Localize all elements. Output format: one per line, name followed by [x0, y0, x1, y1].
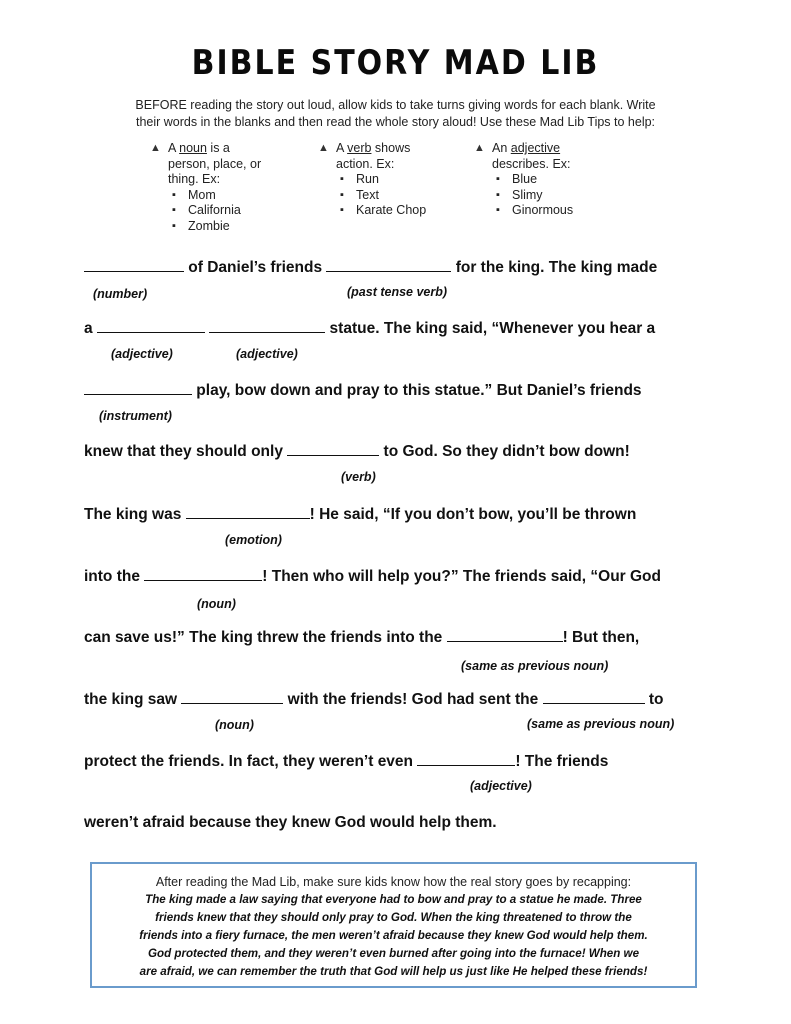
tip-noun: [150, 141, 261, 234]
list-item: ▪ California: [168, 203, 261, 219]
recap-line: The king made a law saying that everyone had to bow and pray to a statue he made. Three: [145, 893, 642, 906]
hint-adjective-2: (adjective): [236, 347, 298, 361]
tip-verb-line2: action. Ex:: [336, 156, 395, 171]
hint-same-noun-1: (same as previous noun): [461, 659, 609, 673]
story-text: ! But then,: [562, 629, 640, 646]
tip-noun-term: noun: [179, 141, 207, 155]
hint-emotion: (emotion): [225, 533, 282, 547]
story-line-7: [84, 628, 639, 647]
hint-noun-1: (noun): [197, 597, 236, 611]
story-text: can save us!” The king threw the friends into the: [84, 629, 447, 646]
story-text: ! He said, “If you don’t bow, you’ll be thrown: [309, 506, 637, 523]
recap-line: friends knew that they should only pray to God. When the king threatened to throw the: [155, 911, 632, 924]
blank-adjective-3[interactable]: [417, 752, 515, 766]
story-text: ! Then who will help you?” The friends said, “Our God: [262, 568, 661, 585]
list-item: ▪ Blue: [492, 172, 573, 188]
story-line-4: [84, 442, 630, 461]
list-item: ▪ Karate Chop: [336, 203, 426, 219]
blank-adjective-2[interactable]: [209, 319, 325, 333]
blank-noun-3[interactable]: [181, 690, 283, 704]
flask-icon: ▲: [318, 142, 329, 154]
recap-intro: After reading the Mad Lib, make sure kids know how the real story goes by recapping:: [155, 875, 632, 889]
tip-noun-line2: person, place, or: [168, 156, 262, 171]
story-text: statue. The king said, “Whenever you hear a: [325, 320, 656, 337]
blank-noun-1[interactable]: [144, 567, 262, 581]
tip-noun-text-a: A: [168, 141, 180, 155]
story-line-6: [84, 567, 661, 586]
story-text: play, bow down and pray to this statue.” But Daniel’s friends: [192, 382, 642, 399]
tip-adjective: [474, 141, 573, 219]
story-text: with the friends! God had sent the: [283, 691, 543, 708]
story-text: the king saw: [84, 691, 182, 708]
intro-text: [80, 97, 711, 131]
list-item: ▪ Run: [336, 172, 426, 188]
tip-adjective-text-a: An: [492, 141, 511, 155]
list-item: ▪ Ginormous: [492, 203, 573, 219]
hint-noun-2: (noun): [215, 718, 254, 732]
hint-adjective-3: (adjective): [470, 779, 532, 793]
hint-past-tense-verb: (past tense verb): [347, 285, 448, 299]
tip-verb-term: verb: [347, 141, 372, 155]
story-text: The king was: [84, 506, 186, 523]
story-text: to God. So they didn’t bow down!: [379, 443, 630, 460]
blank-instrument[interactable]: [84, 381, 192, 395]
blank-adjective-1[interactable]: [97, 319, 205, 333]
list-item: ▪ Zombie: [168, 219, 261, 235]
hint-adjective-1: (adjective): [111, 347, 173, 361]
flask-icon: ▲: [150, 142, 161, 154]
intro-line-1: BEFORE reading the story out loud, allow kids to take turns giving words for each blank. Write: [135, 98, 656, 112]
hint-verb: (verb): [341, 470, 376, 484]
tip-adjective-examples: [474, 172, 573, 219]
tip-noun-line3: thing. Ex:: [168, 172, 221, 186]
blank-noun-4[interactable]: [543, 690, 645, 704]
story-text: for the king. The king made: [451, 259, 658, 276]
story-text: of Daniel’s friends: [184, 259, 327, 276]
story-line-10: weren’t afraid because they knew God would help them.: [84, 814, 497, 831]
tip-verb: [318, 141, 426, 219]
recap-line: God protected them, and they weren’t even burned after going into the furnace! When we: [147, 947, 640, 960]
story-line-3: [84, 381, 642, 400]
tip-noun-examples: [150, 188, 261, 235]
hint-same-noun-2: (same as previous noun): [527, 717, 675, 731]
story-line-2: [84, 319, 655, 338]
hint-instrument: (instrument): [99, 409, 172, 423]
blank-emotion[interactable]: [186, 505, 310, 519]
story-line-8: [84, 690, 663, 709]
blank-noun-2[interactable]: [447, 628, 563, 642]
story-text: ! The friends: [515, 753, 609, 770]
tip-verb-text-a: A: [336, 141, 348, 155]
tip-adjective-term: adjective: [510, 141, 561, 155]
blank-number[interactable]: [84, 258, 184, 272]
recap-box: [90, 862, 697, 988]
list-item: ▪ Slimy: [492, 188, 573, 204]
recap-line: are afraid, we can remember the truth that God will help us just like He helped these friends!: [139, 965, 648, 978]
flask-icon: ▲: [474, 142, 485, 154]
recap-line: friends into a fiery furnace, the men weren’t afraid because they knew God would help them.: [139, 929, 648, 942]
intro-line-2: their words in the blanks and then read the whole story aloud! Use these Mad Lib Tips to help:: [135, 115, 656, 129]
story-text: to: [644, 691, 664, 708]
story-text: into the: [84, 568, 145, 585]
tip-adjective-line2: describes. Ex:: [492, 156, 571, 171]
story-text: protect the friends. In fact, they weren’t even: [84, 753, 418, 770]
list-item: ▪ Text: [336, 188, 426, 204]
tip-verb-examples: [318, 172, 426, 219]
blank-past-tense-verb[interactable]: [326, 258, 451, 272]
blank-verb[interactable]: [287, 442, 379, 456]
story-line-9: [84, 752, 608, 771]
page-title: BIBLE STORY MAD LIB: [191, 43, 600, 84]
list-item: ▪ Mom: [168, 188, 261, 204]
tip-verb-text-b: shows: [371, 141, 411, 155]
tip-noun-text-b: is a: [206, 141, 230, 155]
story-text: knew that they should only: [84, 443, 288, 460]
story-line-5: [84, 505, 636, 524]
story-line-1: [84, 258, 657, 277]
story-text: a: [84, 320, 97, 337]
hint-number: (number): [93, 287, 148, 301]
